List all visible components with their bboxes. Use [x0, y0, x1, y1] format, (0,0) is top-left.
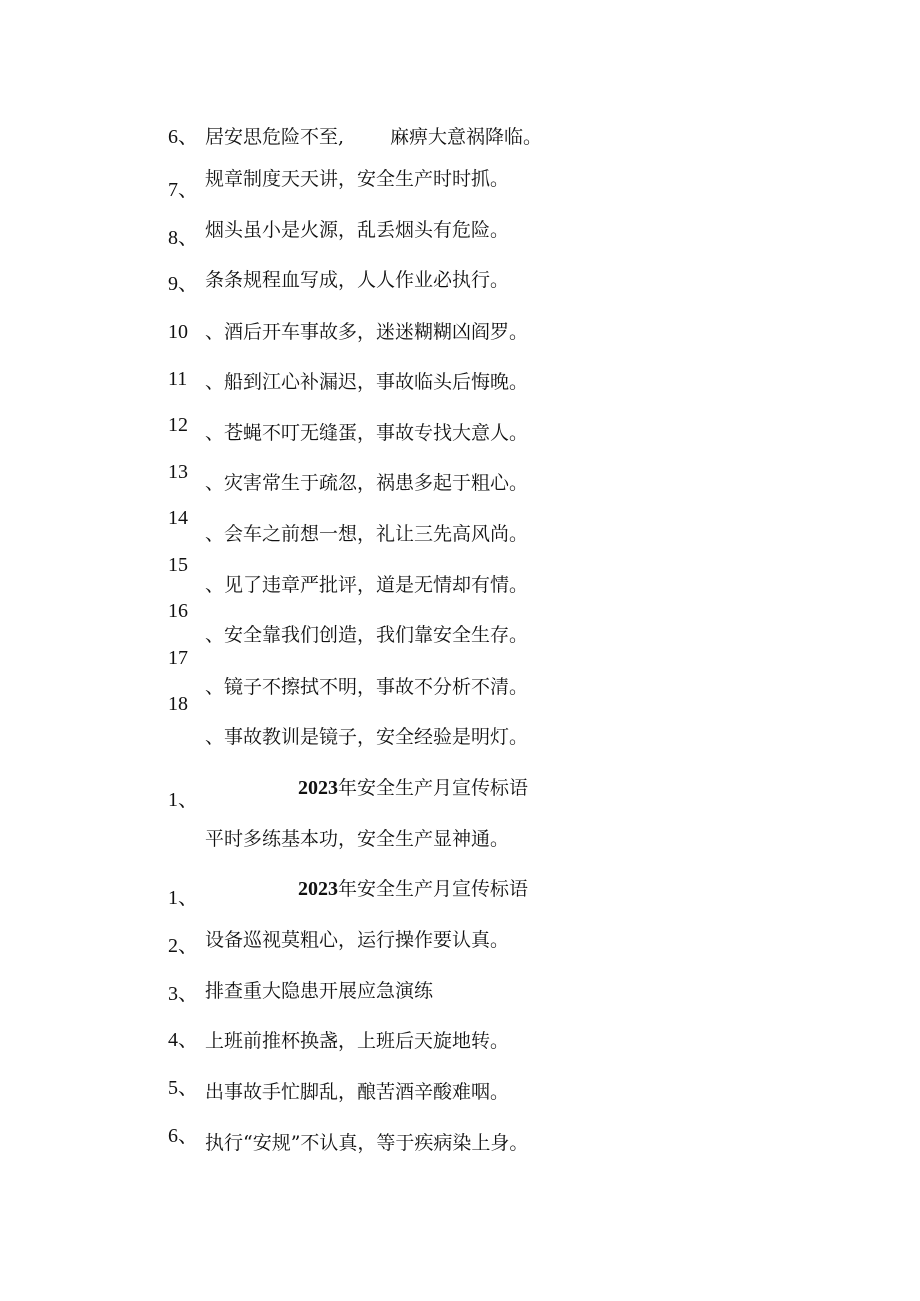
- slogan-text: 平时多练基本功，安全生产显神通。: [205, 828, 510, 850]
- item-number: 15: [168, 554, 188, 576]
- section-title: [298, 877, 528, 901]
- slogan-text: 执行“安规”不认真，等于疾病染上身。: [205, 1132, 529, 1154]
- slogan-text: 、会车之前想一想，礼让三先高风尚。: [205, 523, 529, 545]
- slogan-text: 、灾害常生于疏忽，祸患多起于粗心。: [205, 472, 529, 494]
- slogan-text: 、事故教训是镜子，安全经验是明灯。: [205, 726, 529, 748]
- slogan-text: 出事故手忙脚乱，酿苦酒辛酸难咽。: [205, 1081, 510, 1103]
- item-number: 2、: [168, 935, 198, 957]
- title-text: 年安全生产月宣传标语: [338, 777, 529, 799]
- slogan-text: 排查重大隐患开展应急演练: [205, 980, 434, 1002]
- slogan-text: 烟头虽小是火源，乱丢烟头有危险。: [205, 219, 510, 241]
- item-number: 12: [168, 414, 188, 436]
- item-number: 9、: [168, 273, 198, 295]
- slogan-text: 规章制度天天讲，安全生产时时抓。: [205, 168, 510, 190]
- item-number: 11: [168, 368, 188, 390]
- section-title: [298, 776, 528, 800]
- title-text: 年安全生产月宣传标语: [338, 878, 529, 900]
- slogan-text: 上班前推杯换盏，上班后天旋地转。: [205, 1030, 510, 1052]
- item-number: 17: [168, 647, 188, 669]
- slogan-text: 、见了违章严批评，道是无情却有情。: [205, 574, 529, 596]
- item-number: 7、: [168, 179, 198, 201]
- slogan-text: 麻痹大意祸降临。: [390, 126, 543, 148]
- slogan-text: 、镜子不擦拭不明，事故不分析不清。: [205, 676, 529, 698]
- item-number: 16: [168, 600, 188, 622]
- item-number: 1、: [168, 789, 198, 811]
- slogan-text: 条条规程血写成，人人作业必执行。: [205, 269, 510, 291]
- item-number: 18: [168, 693, 188, 715]
- item-number: 8、: [168, 227, 198, 249]
- item-number: 5、: [168, 1077, 198, 1099]
- item-number: 4、: [168, 1029, 198, 1051]
- item-number: 1、: [168, 887, 198, 909]
- slogan-text: 、船到江心补漏迟，事故临头后悔晚。: [205, 371, 529, 393]
- slogan-text: 、安全靠我们创造，我们靠安全生存。: [205, 624, 529, 646]
- item-number: 14: [168, 507, 188, 529]
- slogan-text: 、酒后开车事故多，迷迷糊糊凶阎罗。: [205, 321, 529, 343]
- item-number: 3、: [168, 983, 198, 1005]
- title-year: 2023: [298, 777, 338, 799]
- title-year: 2023: [298, 878, 338, 900]
- item-number: 13: [168, 461, 188, 483]
- item-number: 6、: [168, 126, 198, 148]
- item-number: 10: [168, 321, 188, 343]
- slogan-text: 、苍蝇不叮无缝蛋，事故专找大意人。: [205, 422, 529, 444]
- slogan-text: 居安思危险不至,: [205, 126, 345, 148]
- item-number: 6、: [168, 1125, 198, 1147]
- slogan-text: 设备巡视莫粗心，运行操作要认真。: [205, 929, 510, 951]
